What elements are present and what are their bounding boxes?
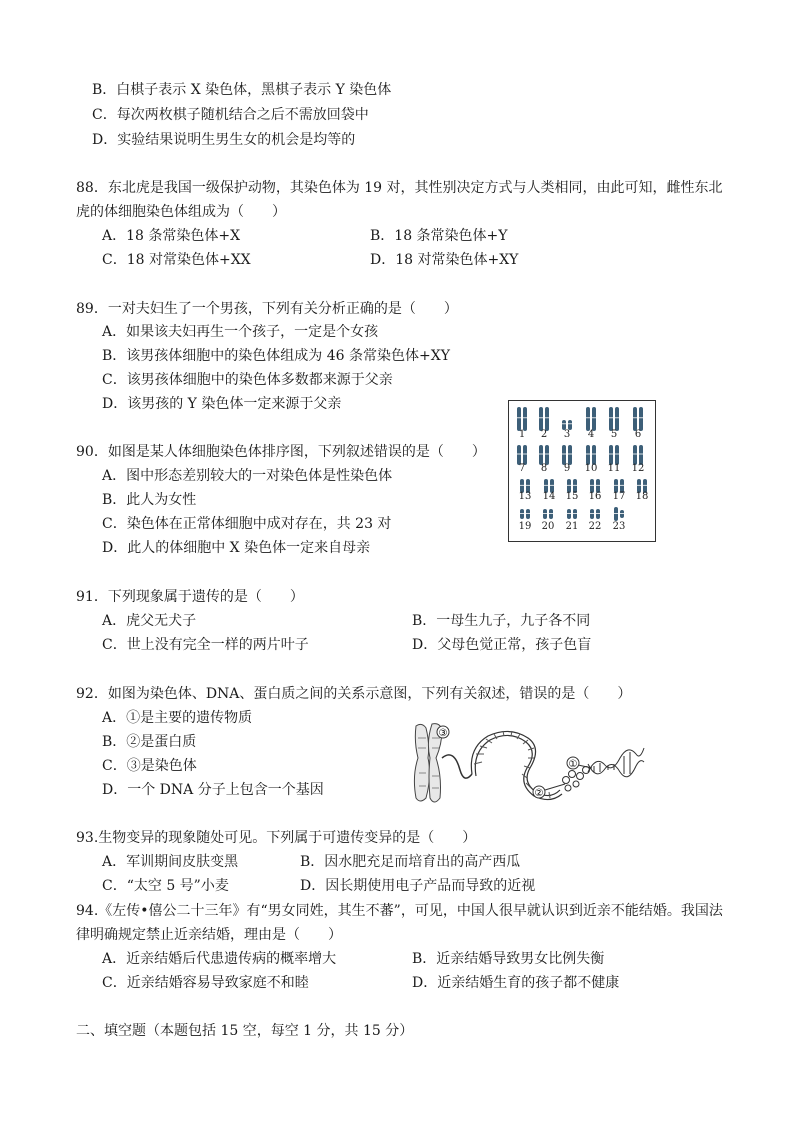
q90-option-b: B．此人为女性 — [102, 492, 197, 508]
karyotype-label-10: 10 — [584, 463, 598, 474]
q94-option-b: B．近亲结婚导致男女比例失衡 — [412, 951, 605, 967]
fig-label-2: ② — [534, 788, 544, 799]
karyotype-label-11: 11 — [607, 463, 621, 474]
chromosome-21-a — [567, 509, 571, 519]
chromosome-19-a — [520, 509, 524, 519]
q88-option-b: B．18 条常染色体+Y — [370, 228, 508, 244]
chromosome-8-a — [539, 445, 543, 465]
q92-option-b: B．②是蛋白质 — [102, 734, 197, 750]
karyotype-label-13: 13 — [518, 491, 532, 502]
karyotype-label-1: 1 — [518, 429, 526, 440]
q94-option-d: D．近亲结婚生育的孩子都不健康 — [412, 975, 620, 991]
chromosome-22-b — [596, 509, 600, 519]
karyotype-label-4: 4 — [587, 429, 595, 440]
q87-option-c: C．每次两枚棋子随机结合之后不需放回袋中 — [92, 107, 369, 123]
q91-option-c: C．世上没有完全一样的两片叶子 — [102, 637, 309, 653]
chromosome-7-b — [523, 445, 527, 465]
chromosome-9-a — [562, 445, 566, 465]
karyotype-label-19: 19 — [518, 521, 532, 532]
q93-option-a: A．军训期间皮肤变黑 — [102, 854, 239, 870]
nucleosome-beads — [563, 767, 590, 792]
q94-option-a: A．近亲结婚后代患遗传病的概率增大 — [102, 951, 337, 967]
q93-option-b: B．因水肥充足而培育出的高产西瓜 — [300, 854, 521, 870]
section-2-heading: 二、填空题（本题包括 15 空，每空 1 分，共 15 分） — [76, 1023, 414, 1039]
karyotype-label-18: 18 — [635, 491, 649, 502]
chromosome-20-b — [549, 509, 553, 519]
q92-option-d: D．一个 DNA 分子上包含一个基因 — [102, 782, 324, 798]
q94-option-c: C．近亲结婚容易导致家庭不和睦 — [102, 975, 309, 991]
q88-stem-line1: 88．东北虎是我国一级保护动物，其染色体为 19 对，其性别决定方式与人类相同，由此可知，雌性东北 — [76, 180, 723, 196]
chromosome-dna-figure — [410, 718, 645, 808]
q91-option-d: D．父母色觉正常，孩子色盲 — [412, 637, 592, 653]
q88-option-c: C．18 对常染色体+XX — [102, 252, 251, 268]
chromosome-12-a — [633, 445, 637, 465]
karyotype-chromosomes — [509, 401, 655, 541]
q89-option-b: B．该男孩体细胞中的染色体组成为 46 条常染色体+XY — [102, 348, 450, 364]
chromosome-21-b — [573, 509, 577, 519]
karyotype-label-9: 9 — [563, 463, 571, 474]
fig-label-1: ① — [568, 759, 578, 770]
q91-option-a: A．虎父无犬子 — [102, 613, 197, 629]
chromosome-1-b — [523, 407, 527, 431]
chromosome-20-a — [543, 509, 547, 519]
q93-option-d: D．因长期使用电子产品而导致的近视 — [300, 878, 536, 894]
q87-option-d: D．实验结果说明生男生女的机会是均等的 — [92, 132, 356, 148]
q90-option-a: A．图中形态差别较大的一对染色体是性染色体 — [102, 468, 393, 484]
chromosome-5-a — [609, 407, 613, 431]
karyotype-label-5: 5 — [610, 429, 618, 440]
q88-stem-line2: 虎的体细胞染色体组成为（ ） — [76, 204, 286, 220]
chromosome-8-b — [545, 445, 549, 465]
chromosome-6-b — [639, 407, 643, 431]
chromosome-dna-drawing — [410, 718, 645, 808]
chromosome-19-b — [526, 509, 530, 519]
chromosome-2-a — [539, 407, 543, 431]
q94-stem-line1: 94.《左传•僖公二十三年》有“男女同姓，其生不蕃”，可见，中国人很早就认识到近亲不能结婚。我国法 — [76, 903, 723, 919]
chromosome-4-b — [592, 407, 596, 431]
karyotype-label-20: 20 — [541, 521, 555, 532]
chromosome-6-a — [633, 407, 637, 431]
q89-option-a: A．如果该夫妇再生一个孩子，一定是个女孩 — [102, 324, 379, 340]
chromosome-1-a — [517, 407, 521, 431]
q91-stem: 91．下列现象属于遗传的是（ ） — [76, 589, 304, 605]
chromosome-23-a — [614, 507, 618, 521]
karyotype-label-7: 7 — [518, 463, 526, 474]
chromosome-23-b — [620, 510, 624, 518]
q89-option-d: D．该男孩的 Y 染色体一定来源于父亲 — [102, 396, 342, 412]
karyotype-label-14: 14 — [542, 491, 556, 502]
karyotype-label-16: 16 — [588, 491, 602, 502]
chromosome-4-a — [586, 407, 590, 431]
karyotype-label-21: 21 — [565, 521, 579, 532]
karyotype-label-8: 8 — [540, 463, 548, 474]
fig-label-3: ③ — [438, 728, 448, 739]
chromosome-7-a — [517, 445, 521, 465]
q89-stem: 89．一对夫妇生了一个男孩，下列有关分析正确的是（ ） — [76, 301, 458, 317]
karyotype-label-6: 6 — [634, 429, 642, 440]
q90-option-d: D．此人的体细胞中 X 染色体一定来自母亲 — [102, 540, 371, 556]
chromosome-11-b — [615, 445, 619, 465]
chromosome-10-a — [586, 445, 590, 465]
chromosome-12-b — [639, 445, 643, 465]
q94-stem-line2: 律明确规定禁止近亲结婚，理由是（ ） — [76, 927, 342, 943]
q91-option-b: B．一母生九子，九子各不同 — [412, 613, 591, 629]
karyotype-label-3: 3 — [563, 429, 571, 440]
q89-option-c: C．该男孩体细胞中的染色体多数都来源于父亲 — [102, 372, 393, 388]
karyotype-label-15: 15 — [565, 491, 579, 502]
karyotype-label-12: 12 — [631, 463, 645, 474]
chromosome-2-b — [545, 407, 549, 431]
karyotype-label-17: 17 — [612, 491, 626, 502]
q87-option-b: B．白棋子表示 X 染色体，黑棋子表示 Y 染色体 — [92, 82, 392, 98]
chromosome-5-b — [615, 407, 619, 431]
karyotype-label-22: 22 — [588, 521, 602, 532]
chromosome-22-a — [590, 509, 594, 519]
q92-option-c: C．③是染色体 — [102, 758, 197, 774]
q88-option-d: D．18 对常染色体+XY — [370, 252, 519, 268]
q93-option-c: C．“太空 5 号”小麦 — [102, 878, 229, 894]
dna-double-helix — [588, 748, 644, 777]
q93-stem: 93.生物变异的现象随处可见。下列属于可遗传变异的是（ ） — [76, 830, 477, 846]
karyotype-figure — [508, 400, 656, 542]
karyotype-label-2: 2 — [540, 429, 548, 440]
chromosome-9-b — [568, 445, 572, 465]
chromosome-10-b — [592, 445, 596, 465]
karyotype-label-23: 23 — [612, 521, 626, 532]
q90-option-c: C．染色体在正常体细胞中成对存在，共 23 对 — [102, 516, 392, 532]
chromosome-11-a — [609, 445, 613, 465]
q88-option-a: A．18 条常染色体+X — [102, 228, 241, 244]
q92-stem: 92．如图为染色体、DNA、蛋白质之间的关系示意图，下列有关叙述，错误的是（ ） — [76, 686, 632, 702]
q92-option-a: A．①是主要的遗传物质 — [102, 710, 253, 726]
q90-stem: 90．如图是某人体细胞染色体排序图，下列叙述错误的是（ ） — [76, 444, 486, 460]
